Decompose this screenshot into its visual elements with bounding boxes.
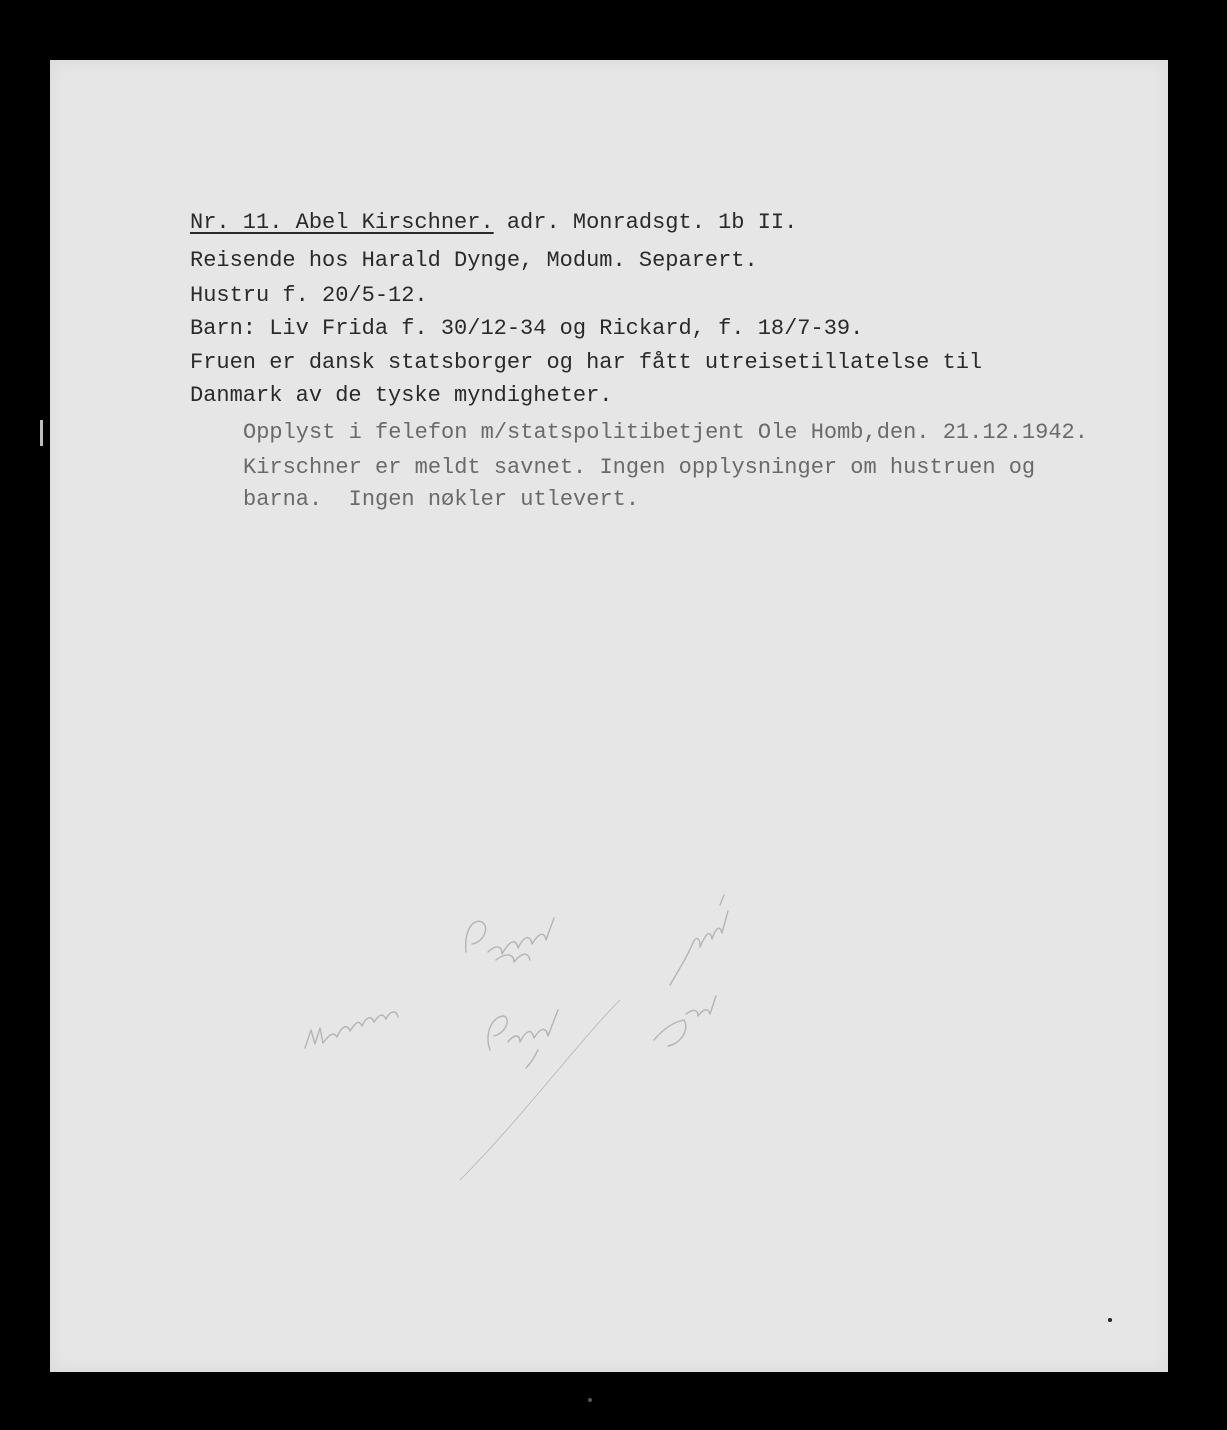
pencil-faint-line — [460, 1000, 620, 1180]
wife-line: Hustru f. 20/5-12. — [190, 283, 428, 308]
phone-report-line: Opplyst i felefon m/statspolitibetjent Ole Homb,den. 21.12.1942. — [243, 420, 1088, 445]
wife-permit-line: Danmark av de tyske myndigheter. — [190, 383, 613, 408]
pencil-scribble-6 — [670, 895, 728, 985]
record-number-name: Nr. 11. Abel Kirschner. — [190, 210, 494, 235]
pencil-scribble-4 — [488, 1010, 558, 1068]
pencil-scribble-2 — [466, 918, 554, 954]
occupation-line: Reisende hos Harald Dynge, Modum. Separert. — [190, 248, 758, 273]
pencil-scribble-1 — [305, 1012, 398, 1048]
children-line: Barn: Liv Frida f. 30/12-34 og Rickard, f. 18/7-39. — [190, 316, 864, 341]
ink-speck — [1108, 1318, 1112, 1322]
pencil-scribble-3 — [496, 954, 530, 962]
pencil-scribble-5 — [654, 996, 716, 1046]
missing-note-line: Kirschner er meldt savnet. Ingen opplysninger om hustruen og — [243, 455, 1036, 480]
bottom-speck — [588, 1398, 592, 1402]
keys-note-line: barna. Ingen nøkler utlevert. — [243, 487, 640, 512]
record-address: adr. Monradsgt. 1b II. — [493, 210, 798, 235]
wife-citizenship-line: Fruen er dansk statsborger og har fått utreisetillatelse til — [190, 350, 983, 375]
